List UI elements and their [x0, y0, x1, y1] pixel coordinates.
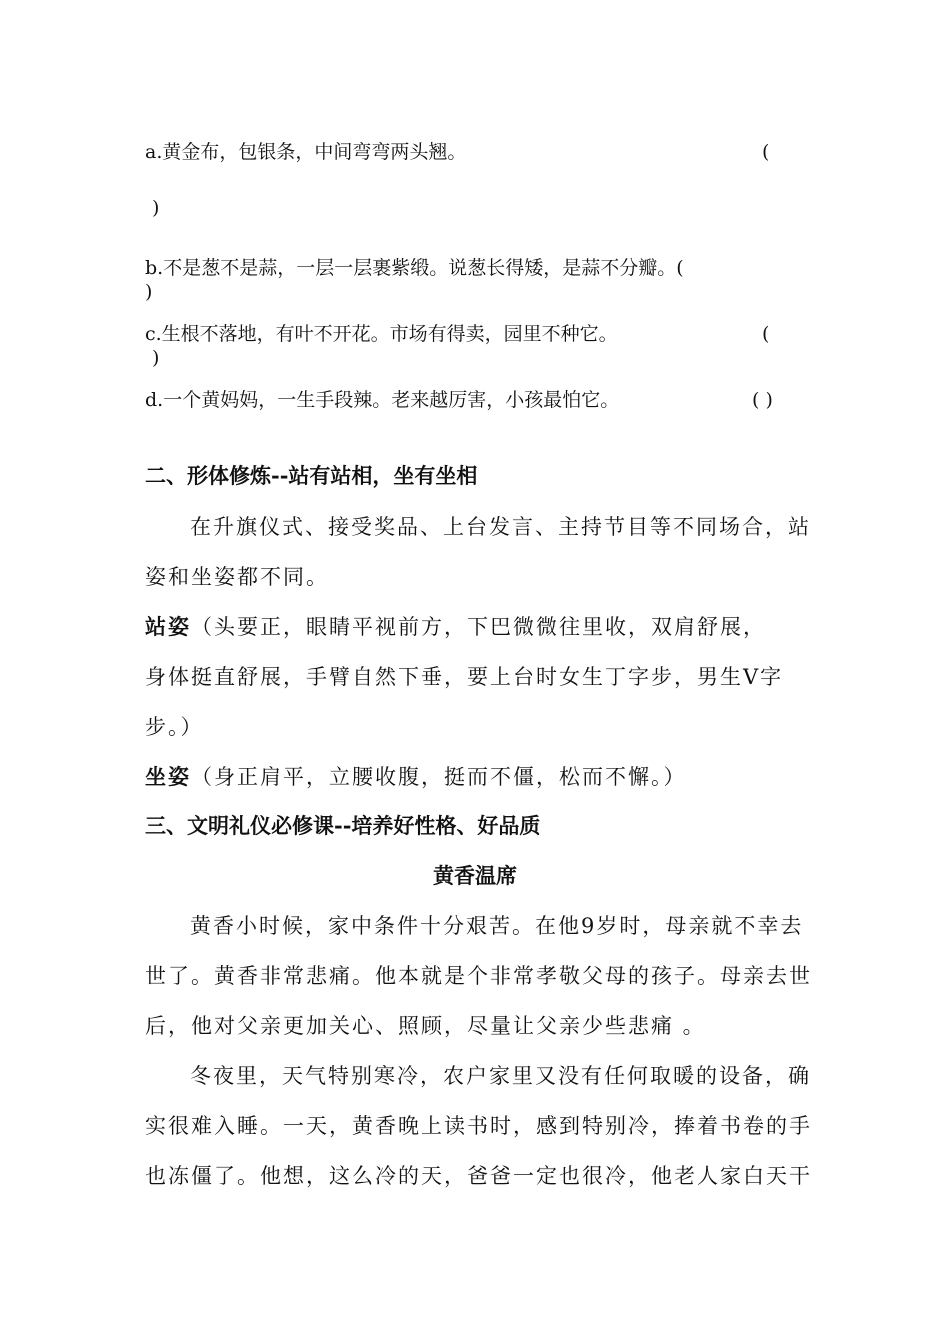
section-2-heading: 二、形体修炼--站有站相，坐有坐相 [145, 463, 478, 488]
standing-text-3: 步。） [145, 715, 204, 739]
story-paragraph-1-line-2: 世了。黄香非常悲痛。他本就是个非常孝敬父母的孩子。母亲去世 [145, 964, 812, 988]
section-3-heading: 三、文明礼仪必修课--培养好性格、好品质 [145, 813, 541, 838]
story-title: 黄香温席 [433, 863, 517, 888]
story-paragraph-2-line-3: 也冻僵了。他想，这么冷的天，爸爸一定也很冷，他老人家白天干 [145, 1164, 812, 1188]
riddle-a: a.黄金布，包银条，中间弯弯两头翘。 [145, 141, 467, 163]
standing-label: 站姿 [145, 614, 191, 639]
story-paragraph-1-line-1: 黄香小时候，家中条件十分艰苦。在他9岁时，母亲就不幸去 [190, 914, 804, 938]
story-paragraph-1-line-3: 后，他对父亲更加关心、照顾，尽量让父亲少些悲痛 。 [145, 1014, 706, 1038]
story-paragraph-2-line-2: 实很难入睡。一天，黄香晚上读书时，感到特别冷，捧着书卷的手 [145, 1114, 812, 1138]
section-2-intro-line-1: 在升旗仪式、接受奖品、上台发言、主持节目等不同场合，站 [190, 515, 811, 539]
section-2-intro-line-2: 姿和坐姿都不同。 [145, 565, 329, 589]
standing-posture [145, 613, 766, 641]
sitting-label: 坐姿 [145, 764, 191, 789]
standing-text-1: （头要正，眼睛平视前方，下巴微微往里收，双肩舒展， [191, 615, 766, 639]
story-paragraph-2-line-1: 冬夜里，天气特别寒冷，农户家里又没有任何取暖的设备，确 [190, 1064, 811, 1088]
riddle-c-open-paren: ( [762, 323, 770, 345]
sitting-posture [145, 763, 687, 791]
riddle-b-close-paren: ) [145, 281, 153, 303]
sitting-text: （身正肩平，立腰收腹，挺而不僵，松而不懈。） [191, 765, 687, 789]
riddle-a-open-paren: ( [762, 141, 770, 163]
riddle-d: d.一个黄妈妈，一生手段辣。老来越厉害，小孩最怕它。 [145, 389, 620, 411]
riddle-a-close-paren: ) [152, 197, 160, 219]
riddle-c: c.生根不落地，有叶不开花。市场有得卖，园里不种它。 [145, 323, 618, 345]
standing-text-2: 身体挺直舒展，手臂自然下垂，要上台时女生丁字步，男生V字 [145, 665, 784, 689]
riddle-b: b.不是葱不是蒜，一层一层裹紫缎。说葱长得矮，是蒜不分瓣。( [145, 257, 684, 279]
riddle-d-parens: ( ) [752, 389, 773, 411]
riddle-c-close-paren: ) [152, 347, 160, 369]
